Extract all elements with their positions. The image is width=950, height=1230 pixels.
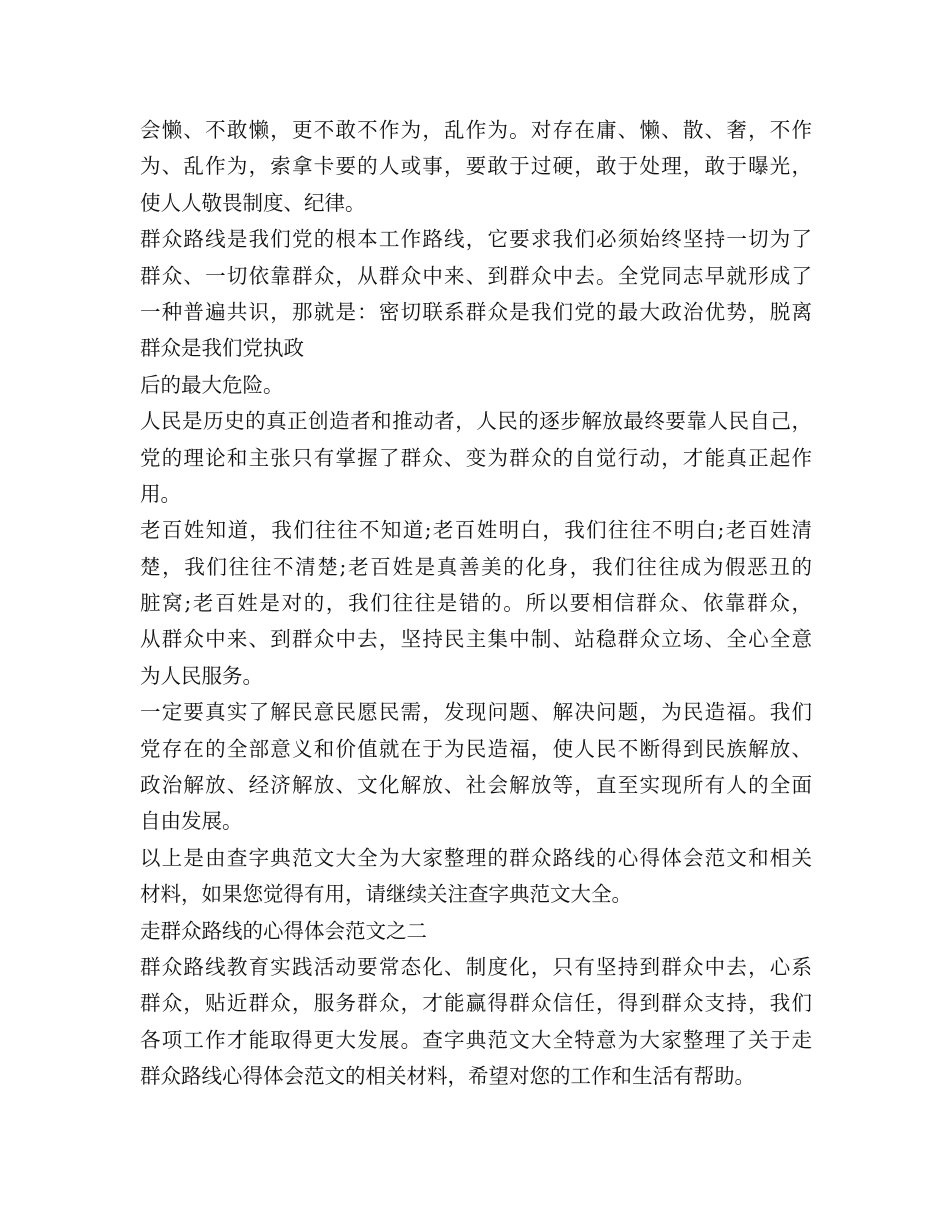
text-line: 政治解放、经济解放、文化解放、社会解放等，直至实现所有人的全面: [140, 773, 812, 798]
text-line: 各项工作才能取得更大发展。查字典范文大全特意为大家整理了关于走: [140, 1027, 812, 1052]
text-line: 后的最大危险。: [140, 372, 284, 397]
text-line: 脏窝;老百姓是对的，我们往往是错的。所以要相信群众、依靠群众，: [140, 591, 812, 616]
text-line: 群众，贴近群众，服务群众，才能赢得群众信任，得到群众支持，我们: [140, 991, 812, 1016]
text-line: 党存在的全部意义和价值就在于为民造福，使人民不断得到民族解放、: [140, 736, 812, 761]
text-line: 为、乱作为，索拿卡要的人或事，要敢于过硬，敢于处理，敢于曝光，: [140, 154, 812, 179]
text-line: 走群众路线的心得体会范文之二: [140, 918, 427, 943]
text-line: 使人人敬畏制度、纪律。: [140, 190, 366, 215]
text-line: 群众路线教育实践活动要常态化、制度化，只有坚持到群众中去，心系: [140, 954, 812, 979]
text-line: 群众路线心得体会范文的相关材料，希望对您的工作和生活有帮助。: [140, 1064, 755, 1089]
text-line: 自由发展。: [140, 809, 243, 834]
text-line: 材料，如果您觉得有用，请继续关注查字典范文大全。: [140, 882, 632, 907]
text-line: 以上是由查字典范文大全为大家整理的群众路线的心得体会范文和相关: [140, 845, 812, 870]
text-line: 一种普遍共识，那就是：密切联系群众是我们党的最大政治优势，脱离: [140, 299, 812, 324]
text-line: 楚，我们往往不清楚;老百姓是真善美的化身，我们往往成为假恶丑的: [140, 554, 812, 579]
document-body: [140, 112, 812, 1095]
text-line: 人民是历史的真正创造者和推动者，人民的逐步解放最终要靠人民自己，: [140, 409, 812, 434]
text-line: 群众路线是我们党的根本工作路线，它要求我们必须始终坚持一切为了: [140, 227, 812, 252]
text-line: 为人民服务。: [140, 663, 263, 688]
text-line: 党的理论和主张只有掌握了群众、变为群众的自觉行动，才能真正起作: [140, 445, 812, 470]
text-line: 老百姓知道，我们往往不知道;老百姓明白，我们往往不明白;老百姓清: [140, 518, 812, 543]
text-line: 从群众中来、到群众中去，坚持民主集中制、站稳群众立场、全心全意: [140, 627, 812, 652]
text-line: 群众是我们党执政: [140, 336, 304, 361]
text-line: 一定要真实了解民意民愿民需，发现问题、解决问题，为民造福。我们: [140, 700, 812, 725]
text-line: 用。: [140, 481, 181, 506]
text-line: 会懒、不敢懒，更不敢不作为，乱作为。对存在庸、懒、散、奢，不作: [140, 118, 812, 142]
text-line: 群众、一切依靠群众，从群众中来、到群众中去。全党同志早就形成了: [140, 263, 812, 288]
